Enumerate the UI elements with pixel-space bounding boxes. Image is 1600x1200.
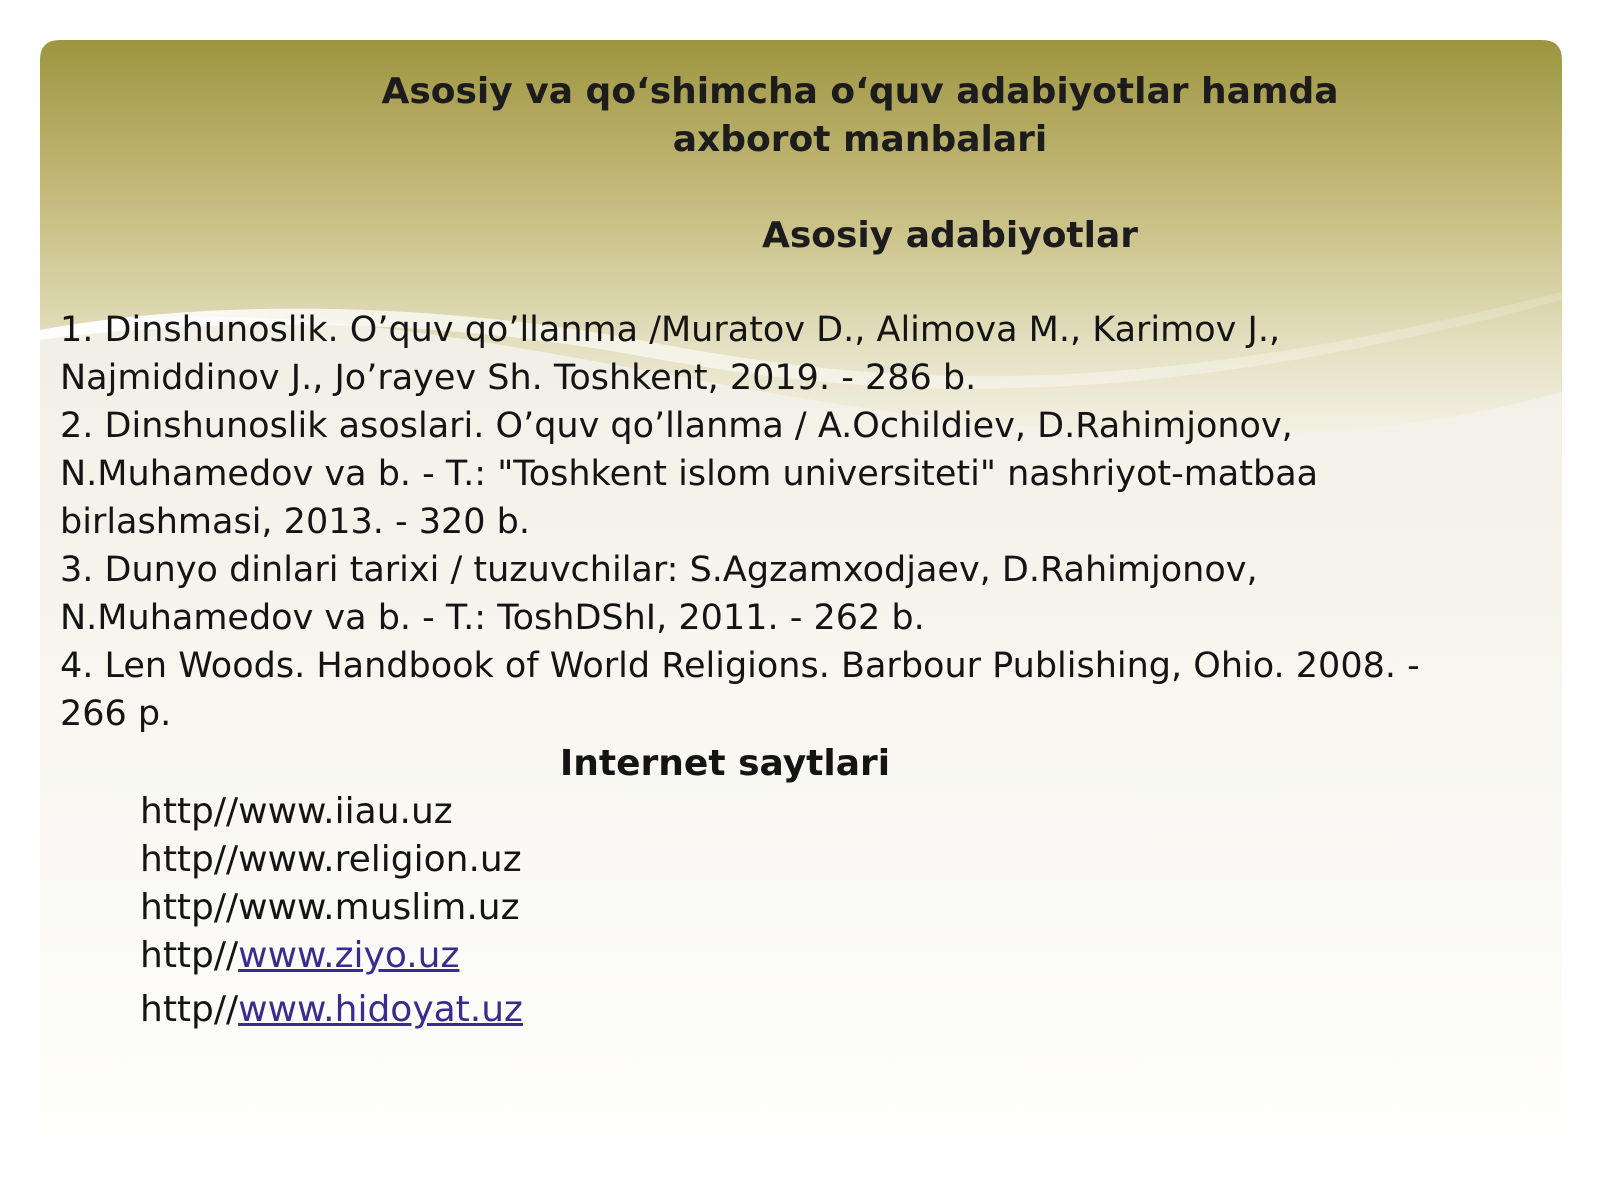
title-line-1: Asosiy va qo‘shimcha o‘quv adabiyotlar hamda [381,71,1339,112]
website-item-muslim: http//www.muslim.uz [140,887,520,928]
reference-item: 3. Dunyo dinlari tarixi / tuzuvchilar: S.Agzamxodjaev, D.Rahimjonov, N.Muhamedov va b. - T.: ToshDShI, 2011. - 262 b. [60,550,1258,638]
website-prefix: http// [140,989,239,1030]
website-link-hidoyat[interactable]: www.hidoyat.uz [238,989,523,1030]
reference-item: 1. Dinshunoslik. O’quv qo’llanma /Muratov D., Alimova M., Karimov J., Najmiddinov J., Jo’rayev Sh. Toshkent, 2019. - 286 b. [60,310,1281,398]
reference-item: 2. Dinshunoslik asoslari. O’quv qo’llanma / A.Ochildiev, D.Rahimjonov, N.Muhamedov va b. - T.: "Toshkent islom universiteti" nashriyot-matbaa birlashmasi, 2013. - 320 b. [60,406,1319,542]
website-item-religion: http//www.religion.uz [140,839,522,880]
page-title [340,68,1380,164]
section-heading-main-literature: Asosiy adabiyotlar [761,215,1139,256]
website-list [140,788,523,1034]
reference-list [60,306,1560,738]
website-prefix: http// [140,935,239,976]
title-line-2: axborot manbalari [672,119,1048,160]
website-item-iiau: http//www.iiau.uz [140,791,453,832]
website-item-hidoyat [140,986,523,1034]
website-item-ziyo [140,932,523,980]
section-heading-internet-sites: Internet saytlari [559,743,891,784]
reference-item: 4. Len Woods. Handbook of World Religions. Barbour Publishing, Ohio. 2008. - 266 p. [60,646,1420,734]
website-link-ziyo[interactable]: www.ziyo.uz [238,935,460,976]
